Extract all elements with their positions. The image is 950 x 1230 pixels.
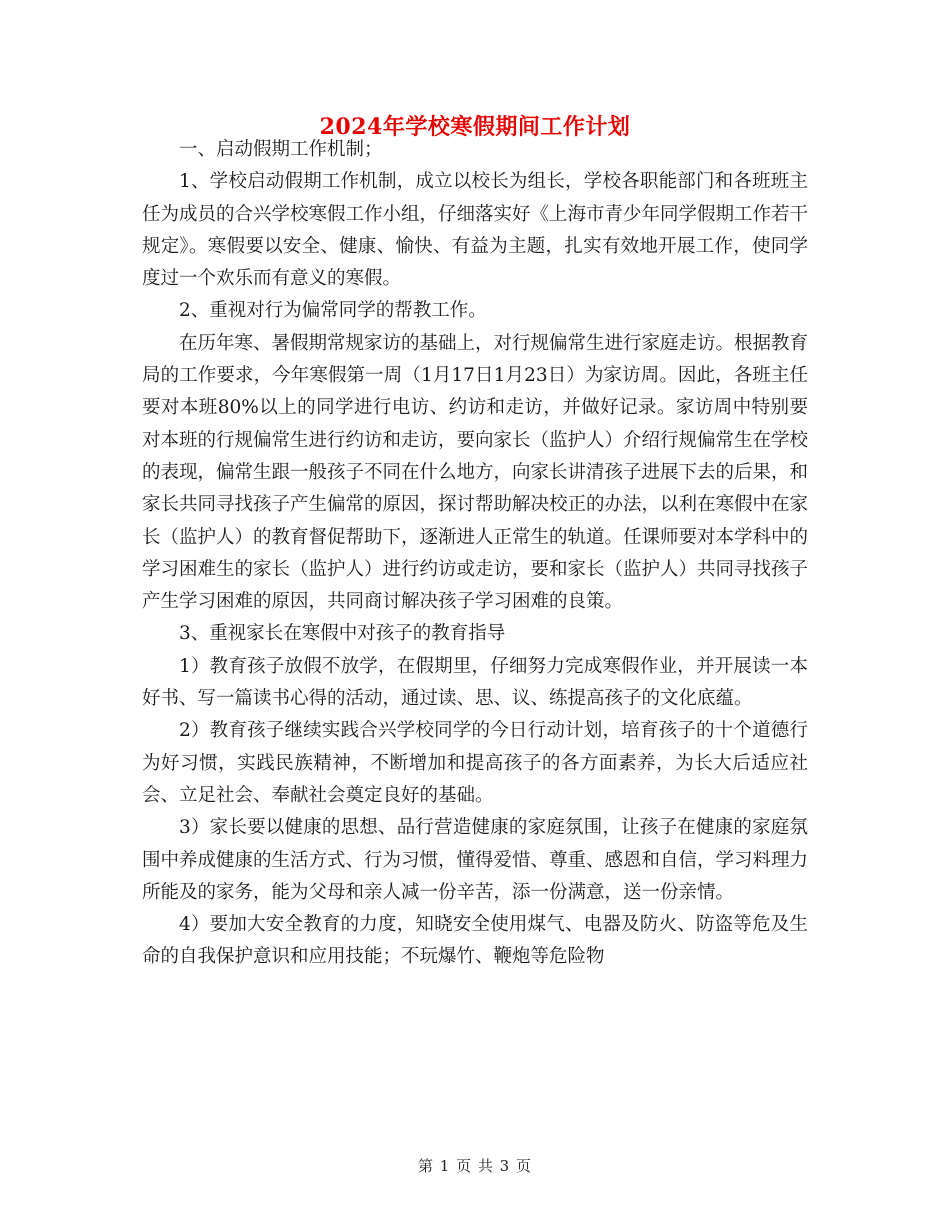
paragraph-subitem-2: 2）教育孩子继续实践合兴学校同学的今日行动计划，培育孩子的十个道德行为好习惯，实践民族精神，不断增加和提高孩子的各方面素养，为长大后适应社会、立足社会、奉献社会奠定良好的基础。 — [142, 720, 808, 806]
paragraph-subitem-3: 3）家长要以健康的思想、品行营造健康的家庭氛围，让孩子在健康的家庭氛围中养成健康的生活方式、行为习惯，懂得爱惜、尊重、感恩和自信，学习料理力所能及的家务，能为父母和亲人减一份辛苦，添一份满意，送一份亲情。 — [142, 817, 809, 903]
paragraph-section-heading: 一、启动假期工作机制； — [179, 139, 383, 160]
document-body — [142, 134, 808, 974]
paragraph-item-1: 1、学校启动假期工作机制，成立以校长为组长，学校各职能部门和各班班主任为成员的合兴学校寒假工作小组，仔细落实好《上海市青少年同学假期工作若干规定》。寒假要以安全、健康、愉快、有益为主题，扎实有效地开展工作，使同学度过一个欢乐而有意义的寒假。 — [142, 171, 809, 290]
document-title: 2024年学校寒假期间工作计划 — [319, 114, 631, 140]
paragraph-subitem-4: 4）要加大安全教育的力度，知晓安全使用煤气、电器及防火、防盗等危及生命的自我保护意识和应用技能；不玩爆竹、鞭炮等危险物 — [142, 914, 808, 968]
paragraph-subitem-1: 1）教育孩子放假不放学，在假期里，仔细努力完成寒假作业，并开展读一本好书、写一篇读书心得的活动，通过读、思、议、练提高孩子的文化底蕴。 — [142, 655, 808, 710]
page-number: 第 1 页 共 3 页 — [418, 1157, 532, 1175]
paragraph-item-2: 2、重视对行为偏常同学的帮教工作。 — [179, 300, 487, 322]
paragraph-item-3: 3、重视家长在寒假中对孩子的教育指导 — [179, 623, 506, 645]
paragraph-home-visit: 在历年寒、暑假期常规家访的基础上，对行规偏常生进行家庭走访。根据教育局的工作要求，今年寒假第一周（1月17日1月23日）为家访周。因此，各班主任要对本班80%以上的同学进行电访、约访和走访，并做好记录。家访周中特别要对本班的行规偏常生进行约访和走访，要向家长（监护人）介绍行规偏常生在学校的表现，偏常生跟一般孩子不同在什么地方，向家长讲清孩子进展下去的后果，和家长共同寻找孩子产生偏常的原因，探讨帮助解决校正的办法，以利在寒假中在家长（监护人）的教育督促帮助下，逐渐进人正常生的轨道。任课师要对本学科中的学习困难生的家长（监护人）进行约访或走访，要和家长（监护人）共同寻找孩子产生学习困难的原因，共同商讨解决孩子学习困难的良策。 — [142, 332, 809, 613]
